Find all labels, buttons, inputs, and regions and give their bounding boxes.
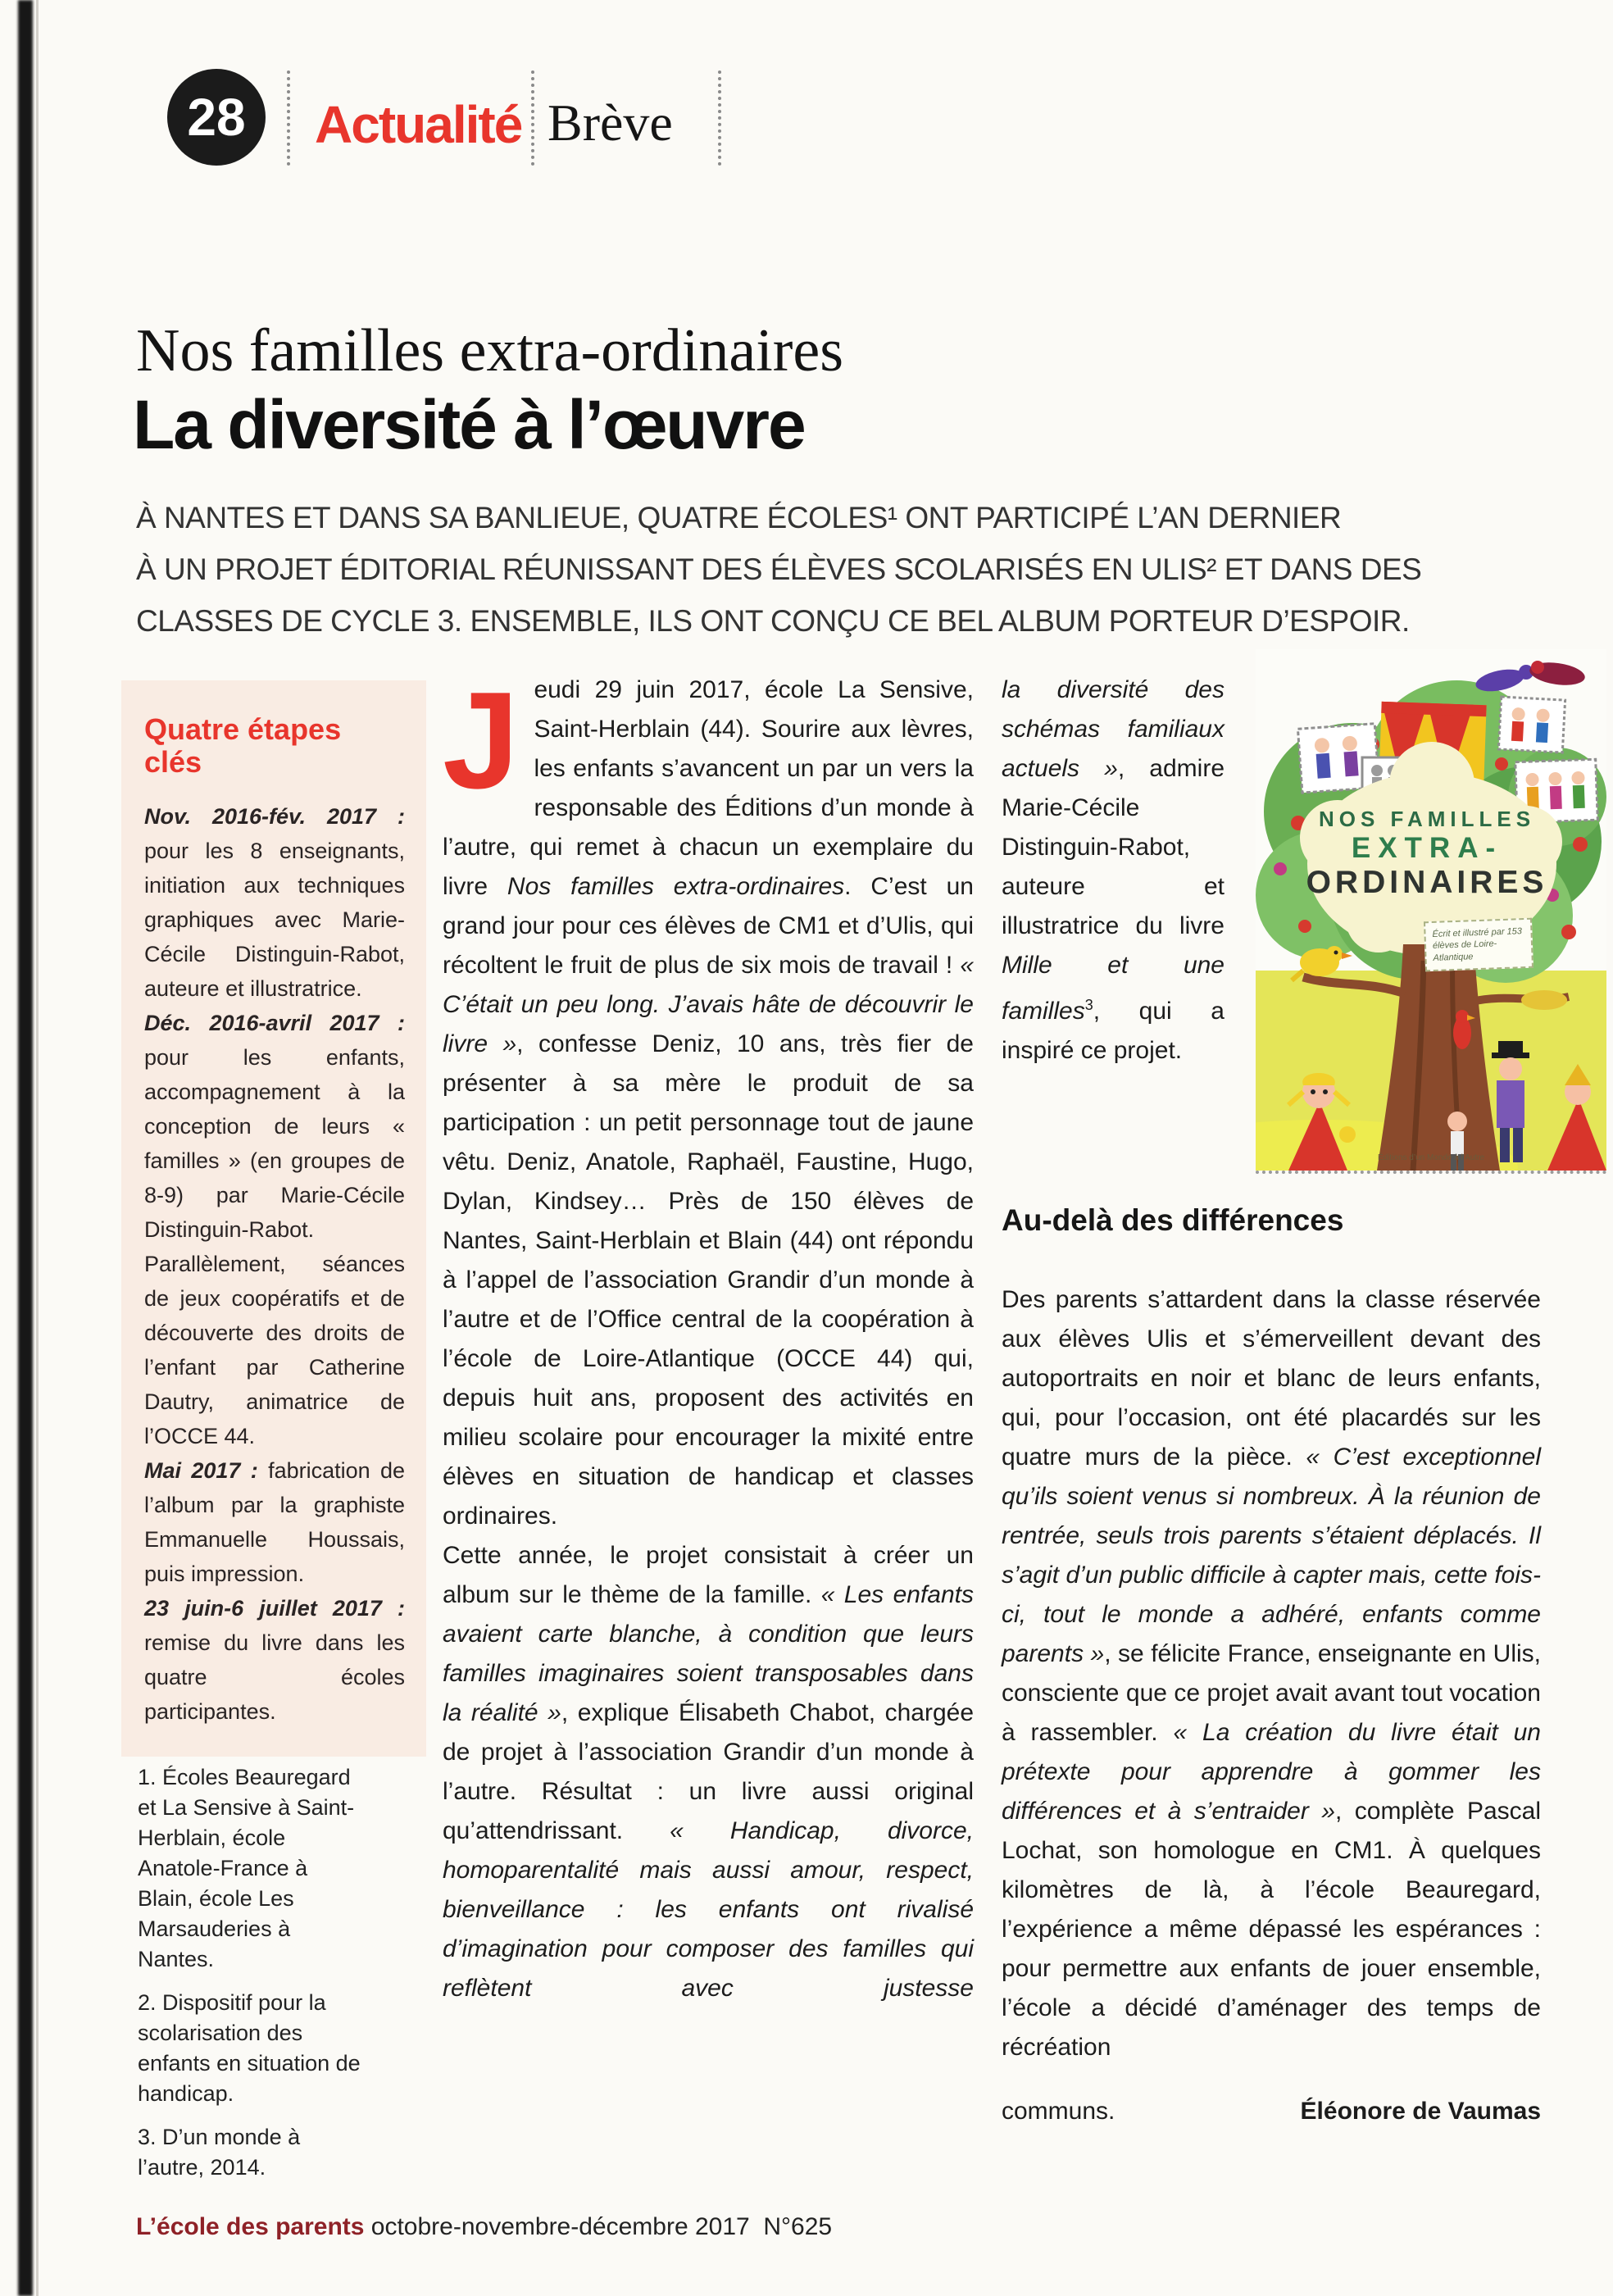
key-steps-title: Quatre étapes clés <box>144 712 342 779</box>
issue-date: octobre-novembre-décembre 2017 <box>364 2213 750 2240</box>
footnote: 3. D’un monde à l’autre, 2014. <box>138 2125 301 2180</box>
key-step-date: Nov. 2016-fév. 2017 : <box>144 804 405 830</box>
header-divider <box>718 70 721 166</box>
key-step <box>144 1591 405 1729</box>
article-paragraph: Jeudi 29 juin 2017, école La Sensive, Saint-Herblain (44). Sourire aux lèvres, les enfants s’avancent un par un vers la responsable des Éditions d’un monde à l’autre, qui remet à chacun un exemplaire du livre Nos familles extra-ordinaires. C’est un grand jour pour ces élèves de CM1 et d’Ulis, qui récoltent le fruit de plus de six mois de travail ! « C’était un peu long. J’avais hâte de découvrir le livre », confesse Deniz, 10 ans, très fier de présenter à sa mère le produit de sa participation : un petit personnage tout de jaune vêtu. Deniz, Anatole, Raphaël, Faustine, Hugo, Dylan, Kindsey… Près de 150 élèves de Nantes, Saint-Herblain et Blain (44) ont répondu à l’appel de l’association Grandir d’un monde à l’autre et de l’Office central de la coopération à l’école de Loire-Atlantique (OCCE 44) qui, depuis huit ans, proposent des activités en milieu scolaire pour encourager la mixité entre élèves en situation de handicap et classes ordinaires. <box>443 663 974 1530</box>
article-paragraph: Des parents s’attardent dans la classe réservée aux élèves Ulis et s’émerveillent devant des autoportraits en noir et blanc de leurs enfants, qui, pour l’occasion, ont été placardés sur les quatre murs de la pièce. « C’est exceptionnel qu’ils soient venus si nombreux. À la réunion de rentrée, seuls trois parents s’étaient déplacés. Il s’agit d’un public difficile à capter mais, cette fois-ci, tout le monde a adhéré, enfants comme parents », se félicite France, enseignante en Ulis, consciente que ce projet avait avant tout vocation à rassembler. « La création du livre était un prétexte pour apprendre à gommer les différences et à s’entraider », complète Pascal Lochat, son homologue en CM1. À quelques kilomètres de là, à l’école Beauregard, l’expérience a même dépassé les espérances : pour permettre aux enfants de jouer ensemble, l’école a décidé d’aménager des temps de récréation <box>1002 1286 1542 2061</box>
standfirst-line: À UN PROJET ÉDITORIAL RÉUNISSANT DES ÉLÈVES SCOLARISÉS EN ULIS² ET DANS DES <box>136 552 1422 586</box>
article-column-main <box>443 663 975 2008</box>
book-cover-publisher: Éditions d’un Monde à l’Autre <box>1377 1153 1485 1162</box>
issue-number: N°625 <box>763 2213 833 2240</box>
book-title-line: EXTRA- <box>1351 832 1503 864</box>
key-step-date: Déc. 2016-avril 2017 : <box>144 1011 405 1036</box>
article-overline-title: Nos familles extra-ordinaires <box>136 317 844 384</box>
key-step-date: 23 juin-6 juillet 2017 : <box>144 1596 405 1621</box>
magazine-name: L’école des parents <box>136 2213 365 2240</box>
article-column-narrow: la diversité des schémas familiaux actuels », admire Marie-Cécile Distinguin-Rabot, auteure et illustratrice du livre Mille et une familles$^3$, qui a inspiré ce projet. <box>1002 676 1225 1064</box>
standfirst-line: CLASSES DE CYCLE 3. ENSEMBLE, ILS ONT CONÇU CE BEL ALBUM PORTEUR D’ESPOIR. <box>136 604 1410 638</box>
author-byline: Éléonore de Vaumas <box>1300 2098 1541 2125</box>
rubric-label: Brève <box>548 93 673 152</box>
standfirst-line: À NANTES ET DANS SA BANLIEUE, QUATRE ÉCOLES¹ ONT PARTICIPÉ L’AN DERNIER <box>136 501 1342 534</box>
footnotes <box>138 1762 361 2196</box>
article-closing-line <box>1002 2092 1541 2131</box>
key-step-text: pour les enfants, accompagnement à la conception de leurs « familles » (en groupes de 8-9) par Marie-Cécile Distinguin-Rabot. Parallèlement, séances de jeux coopératifs et de découverte des droits de l’enfant par Catherine Dautry, animatrice de l’OCCE 44. <box>144 1045 405 1449</box>
key-step-text: pour les 8 enseignants, initiation aux techniques graphiques avec Marie-Cécile Distinguin-Rabot, auteure et illustratrice. <box>144 839 405 1002</box>
article-column-right <box>1002 1256 1541 2131</box>
scan-spine-highlight <box>36 0 39 2296</box>
header-divider <box>287 70 290 166</box>
key-step-text: remise du livre dans les quatre écoles participantes. <box>144 1630 405 1725</box>
drop-cap: J <box>443 663 520 817</box>
section-heading: Au-delà des différences <box>1002 1203 1344 1237</box>
header-divider <box>531 70 534 166</box>
book-cover-title <box>1280 807 1574 901</box>
key-step-date: Mai 2017 : <box>144 1458 258 1484</box>
nest <box>1521 990 1567 1010</box>
book-cover-image <box>1256 649 1606 1174</box>
key-step-text: fabrication de l’album par la graphiste Emmanuelle Houssais, puis impression. <box>144 1458 405 1587</box>
key-step <box>144 1453 405 1591</box>
footnote: 2. Dispositif pour la scolarisation des enfants en situation de handicap. <box>138 1990 361 2106</box>
page-number-badge: 28 <box>167 69 266 166</box>
book-cover-art <box>1256 649 1606 1171</box>
article-main-title: La diversité à l’œuvre <box>133 386 805 463</box>
book-title-line: NOS FAMILLES <box>1318 807 1536 831</box>
book-title-line: ORDINAIRES <box>1306 865 1548 900</box>
standfirst <box>136 492 1421 647</box>
footnote: 1. Écoles Beauregard et La Sensive à Saint-Herblain, école Anatole-France à Blain, école Les Marsauderies à Nantes. <box>138 1765 355 1971</box>
page-footer <box>136 2213 832 2241</box>
section-label: Actualité <box>315 95 522 154</box>
book-cover-subtitle: Écrit et illustré par 153 élèves de Loire-Atlantique <box>1424 918 1533 971</box>
framed-drawing-top-right <box>1498 697 1565 752</box>
key-step <box>144 1006 405 1453</box>
key-steps-box <box>121 680 426 1757</box>
closing-word: communs. <box>1002 2098 1115 2125</box>
key-step <box>144 799 405 1006</box>
scan-spine-edge <box>18 0 33 2296</box>
article-paragraph: Cette année, le projet consistait à créer un album sur le thème de la famille. « Les enfants avaient carte blanche, à condition que leurs familles imaginaires soient transposables dans la réalité », explique Élisabeth Chabot, chargée de projet à l’association Grandir d’un monde à l’autre. Résultat : un livre aussi original qu’attendrissant. « Handicap, divorce, homoparentalité mais aussi amour, respect, bienveillance : les enfants ont rivalisé d’imagination pour composer des familles qui reflètent avec justesse <box>443 1542 975 2002</box>
